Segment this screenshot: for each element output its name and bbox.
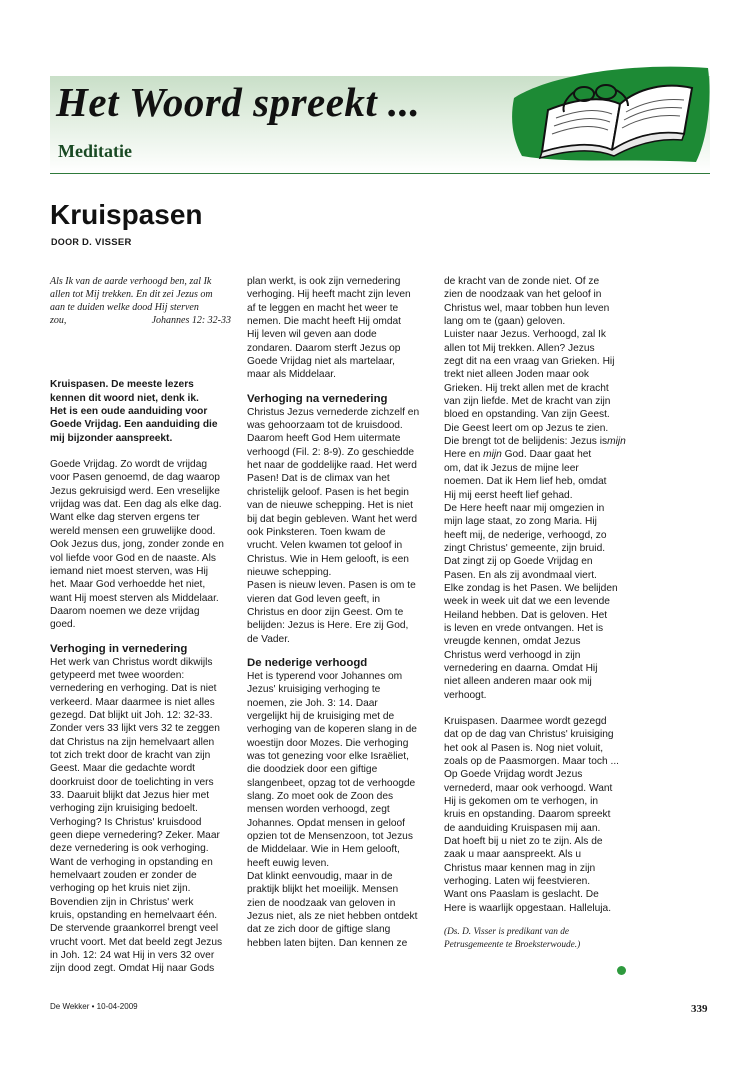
text-line: hebben laten bijten. Dan kennen ze — [247, 937, 408, 949]
text-line: zegt dit na een vraag van Grieken. Hij — [444, 356, 615, 368]
text-line: trekt niet alleen Joden maar ook — [444, 369, 589, 381]
text-line: vrijdag was dat. Een dag als elke dag. — [50, 499, 222, 511]
text-line: woestijn door Mozes. Die verhoging — [247, 737, 409, 749]
text-line: het naar de goddelijke raad. Het werd — [247, 460, 417, 472]
quote-line: zou, — [50, 315, 67, 327]
text-line: deze vernedering is ook verhoging. — [50, 843, 209, 855]
text-line: tot zich trekt door de kracht van zijn — [50, 749, 211, 761]
text-line: de aanduiding Kruispasen mij aan. — [444, 822, 601, 834]
text-line: Goede Vrijdag niet als martelaar, — [247, 356, 395, 368]
text-line: heeft mij, de nederige, verhoogd, zo — [444, 529, 607, 541]
text-line: noemen. Dat ik Hem lief heb, omdat — [444, 476, 607, 488]
text-line: week in week uit dat we een levende — [444, 596, 610, 608]
text-line: dat Christus na zijn hemelvaart allen — [50, 736, 215, 748]
text-line: plan werkt, is ook zijn vernedering — [247, 276, 401, 287]
text-line: Want elke dag sterven ergens ter — [50, 512, 200, 524]
text-line: Jezus' kruisiging verhoging te — [247, 684, 381, 696]
text-line: verhoging op het kruis niet zijn. — [50, 883, 191, 895]
text-line: De Here heeft naar mij omgezien in — [444, 502, 605, 514]
text-line: Pasen! Dat is de climax van het — [247, 473, 390, 485]
text-line: zaak u maar aanspreekt. Als u — [444, 849, 582, 861]
emphasis: mijn — [483, 449, 502, 461]
text-line: verkeerd. Maar daarmee is niet alles — [50, 696, 215, 708]
text-line: Ook Jezus dus, jong, zonder zonde en — [50, 539, 224, 551]
paragraph — [247, 275, 428, 382]
text-line: is leven en vrede ontvangen. Het is — [444, 622, 604, 634]
text-line: praktijk blijkt het moeilijk. Mensen — [247, 884, 399, 896]
text-line: kruis, opstanding en hemelvaart één. — [50, 910, 218, 922]
text-line: dat ze zich door de giftige slang — [247, 924, 391, 936]
text-line: goed. — [50, 619, 76, 631]
author-note — [444, 926, 628, 952]
text-line: Goede Vrijdag. Zo wordt de vrijdag — [50, 459, 208, 471]
text-line: 33. Daaruit blijkt dat Jezus hier met — [50, 790, 210, 801]
text-line: noemen, zie Joh. 3: 14. Daar — [247, 697, 378, 709]
text-line: heeft euwig leven. — [247, 857, 330, 869]
text-line: Pasen is nieuw leven. Pasen is om te — [247, 580, 416, 592]
footer-publication: De Wekker • 10-04-2009 — [50, 1002, 138, 1011]
lead-line: kennen dit woord niet, denk ik. — [50, 392, 199, 404]
text-run: Here en — [444, 449, 484, 461]
text-line: Luister naar Jezus. Verhoogd, zal Ik — [444, 329, 606, 341]
text-line: die doodziek door een giftige — [247, 764, 378, 776]
text-line: vieren dat God leven geeft, in — [247, 593, 381, 605]
text-line: Christus maar kennen mag in zijn — [444, 862, 596, 874]
text-line: zijn dood zegt. Omdat Hij naar Gods — [50, 963, 215, 975]
text-line: slangenbeet, opzag tot de verhoogde — [247, 777, 416, 789]
text-line: vernedering en verhoging. Dat is niet — [50, 683, 217, 695]
open-book-icon — [508, 58, 714, 170]
text-line: was tot genezing voor elke Israëliet, — [247, 751, 409, 762]
text-line: Die Geest leert om op Jezus te zien. — [444, 422, 609, 434]
text-line: vrucht. Velen kwamen tot geloof in — [247, 540, 403, 552]
text-line: want Hij moest sterven als Middelaar. — [50, 592, 219, 604]
column-2 — [247, 275, 428, 950]
text-line: mensen worden verhoogd, zegt — [247, 804, 390, 816]
paragraph — [444, 275, 628, 702]
text-line: Op Goede Vrijdag wordt Jezus — [444, 769, 583, 781]
text-line: vergelijkt hij de kruisiging met de — [247, 710, 395, 722]
text-line: in Joh. 12: 24 wat Hij in vers 32 over — [50, 950, 215, 962]
text-line: om, dat ik Jezus de mijne leer — [444, 462, 579, 474]
lead-line: Het is een oude aanduiding voor — [50, 406, 208, 418]
text-line: Elke zondag is het Pasen. We belijden — [444, 582, 618, 594]
quote-reference: Johannes 12: 32-33 — [151, 315, 231, 327]
text-line: zondaren. Daarom sterft Jezus op — [247, 342, 401, 354]
text-line: gezegd. Dat blijkt uit Joh. 12: 32-33. — [50, 709, 213, 721]
paragraph — [247, 406, 428, 646]
byline-prefix: DOOR — [51, 237, 80, 247]
text-line: verhoging van de koperen slang in de — [247, 724, 417, 736]
text-line: Christus werd verhoogd in zijn — [444, 649, 581, 661]
byline-author: D. VISSER — [82, 237, 132, 248]
subheading: Verhoging in vernedering — [50, 642, 188, 655]
column-1 — [50, 275, 231, 976]
quote-reference-line — [50, 314, 231, 327]
text-line: verhoging. Laten wij feestvieren. — [444, 876, 591, 888]
quote-line: allen tot Mij trekken. En dit zei Jezus om — [50, 289, 213, 301]
text-line: Christus en door zijn Geest. Om te — [247, 606, 404, 618]
text-line: Want ons Paaslam is geslacht. De — [444, 889, 599, 901]
text-line: Dat hoeft bij u niet zo te zijn. Als de — [444, 836, 603, 848]
paragraph-lines — [444, 276, 614, 447]
text-line: Grieken. Hij trekt allen met de kracht — [444, 382, 609, 394]
section-title: Het Woord spreekt ... — [56, 79, 421, 125]
text-line: zoals op de Paasmorgen. Maar toch ... — [444, 756, 619, 768]
text-line: dat op de dag van Christus' kruisiging — [444, 729, 614, 741]
text-line: Geest. Maar die gedachte wordt — [50, 763, 195, 775]
text-line: zien de noodzaak van geloven in — [247, 897, 396, 909]
text-run: God. Daar gaat het — [501, 449, 592, 461]
lead-line: Goede Vrijdag. Een aanduiding die — [50, 419, 218, 431]
lead-line: Kruispasen. De meeste lezers — [50, 379, 194, 391]
text-line: Jezus niet, als ze niet hebben ontdekt — [247, 911, 418, 923]
text-line: vernederd, maar ook verhoogd. Want — [444, 782, 613, 794]
text-line: Bovendien zijn in Christus' werk — [50, 896, 194, 908]
text-line: bloed en opstanding. Van zijn Geest. — [444, 409, 610, 421]
text-line: vernedering en daarna. Omdat Hij — [444, 662, 598, 674]
text-line: vol liefde voor God en de naaste. Als — [50, 552, 216, 564]
page-number: 339 — [691, 1003, 708, 1015]
text-line: iemand niet moest sterven, was Hij — [50, 565, 208, 577]
text-line: voor Pasen genoemd, de dag waarop — [50, 472, 220, 484]
text-line: van de nieuwe schepping. Het is niet — [247, 500, 413, 512]
text-line: vrucht voort. Met dat beeld zegt Jezus — [50, 936, 223, 948]
text-line: Heiland hebben. Dat is geloven. Het — [444, 609, 608, 621]
text-line: (Ds. D. Visser is predikant van de — [444, 927, 569, 938]
text-line: bij dat begin gebleven. Want het werd — [247, 513, 418, 525]
paragraph — [247, 670, 428, 950]
text-line: christelijk geloof. Pasen is het begin — [247, 486, 409, 498]
column-3 — [444, 275, 628, 952]
text-line: geen diepe vernedering? Zeker. Maar — [50, 830, 220, 842]
text-line: van zijn liefde. Met de kracht van zijn — [444, 396, 611, 408]
text-line: niet alleen anderen maar ook mij — [444, 676, 592, 688]
text-line: nemen. Die macht heeft Hij omdat — [247, 316, 402, 328]
text-line: Christus wel, maar tobben hun leven — [444, 302, 610, 314]
scripture-quote — [50, 275, 231, 327]
text-line: zien de noodzaak van het geloof in — [444, 289, 602, 301]
text-line: Pasen. En als zij avondmaal viert. — [444, 569, 597, 581]
byline — [51, 237, 132, 248]
text-line: hemelvaart zouden er zonder de — [50, 870, 197, 882]
text-line: doorkruist door de toelichting in vers — [50, 776, 214, 788]
lead-line: mij bijzonder aanspreekt. — [50, 432, 173, 444]
text-line: Christus Jezus vernederde zichzelf en — [247, 406, 420, 418]
text-line: kruis en opstanding. Daarom spreekt — [444, 809, 611, 821]
text-line: De stervende graankorrel brengt veel — [50, 923, 219, 935]
text-line: vreugde kennen, omdat Jezus — [444, 636, 581, 648]
text-line: Kruispasen. Daarmee wordt gezegd — [444, 716, 607, 727]
subheading: De nederige verhoogd — [247, 656, 368, 669]
text-line: Daarom noemen we deze vrijdag — [50, 605, 200, 617]
text-line: wereld mensen een gruwelijke dood. — [50, 525, 216, 537]
paragraph — [50, 458, 231, 631]
article-title: Kruispasen — [50, 199, 203, 230]
quote-line: Als Ik van de aarde verhoogd ben, zal Ik — [50, 276, 212, 287]
text-line: Die brengt tot de belijdenis: Jezus is — [444, 436, 608, 448]
lead-paragraph — [50, 378, 231, 445]
section-subtitle: Meditatie — [58, 141, 132, 161]
text-line: Want de verhoging in opstanding en — [50, 856, 213, 868]
text-line: Here is waarlijk opgestaan. Halleluja. — [444, 902, 612, 914]
text-line: verhoogt. — [444, 689, 487, 701]
text-line: Daarom heeft God Hem uitermate — [247, 433, 401, 445]
text-line: mijn lage staat, zo zong Maria. Hij — [444, 516, 597, 528]
text-line: lang om te (gaan) geloven. — [444, 316, 566, 328]
text-line: slang. Zo moet ook de Zoon des — [247, 791, 394, 803]
text-line: Het is typerend voor Johannes om — [247, 670, 403, 682]
text-line: Zonder vers 33 lijkt vers 32 te zeggen — [50, 723, 220, 735]
text-line: Hij is gekomen om te verhogen, in — [444, 796, 599, 808]
text-line: af te leggen en macht het weer te — [247, 302, 399, 314]
text-line: Hij leven wil geven aan dode — [247, 329, 377, 341]
text-line: belijden: Jezus is Here. Ere zij God, — [247, 620, 409, 632]
text-line: het ook al Pasen is. Nog niet voluit, — [444, 742, 604, 754]
text-line: het. Maar God verhoedde het niet, — [50, 579, 206, 591]
text-line: maar als Middelaar. — [247, 369, 336, 381]
text-line: Dat klinkt eenvoudig, maar in de — [247, 871, 393, 883]
text-line: allen tot Mij trekken. Allen? Jezus — [444, 342, 595, 354]
text-line: nieuwe schepping. — [247, 566, 332, 578]
text-line: verhoging. Hij heeft macht zijn leven — [247, 289, 411, 301]
text-line: Christus. Wie in Hem gelooft, is een — [247, 553, 409, 565]
text-line: Dat zingt zij op Goede Vrijdag en — [444, 556, 593, 568]
text-line: de Middelaar. Wie in Hem gelooft, — [247, 844, 400, 856]
text-line: de Vader. — [247, 633, 290, 645]
text-line: verhoogd (Fil. 2: 8-9). Zo geschiedde — [247, 446, 415, 458]
paragraph — [50, 656, 231, 976]
text-line: ook Pinksteren. Toen kwam de — [247, 526, 386, 538]
text-line: opzien tot de Mensenzoon, tot Jezus — [247, 831, 413, 843]
text-line: Verhoging? Is Christus' kruisdood — [50, 816, 202, 828]
text-line: getypeerd met twee woorden: — [50, 669, 185, 681]
text-line: Petrusgemeente te Broeksterwoude.) — [444, 940, 581, 951]
text-line: verhoging zijn kruisiging bedoelt. — [50, 803, 198, 815]
text-line: Jezus gekruisigd werd. Een vreselijke — [50, 485, 220, 497]
text-line: Johannes. Opdat mensen in geloof — [247, 817, 406, 829]
subheading: Verhoging na vernedering — [247, 392, 388, 405]
text-line: Hij mij eerst heeft lief gehad. — [444, 489, 573, 501]
emphasis: mijn — [607, 436, 626, 448]
quote-line: aan te duiden welke dood Hij sterven — [50, 302, 199, 314]
text-line: zingt Christus' gemeente, zijn bruid. — [444, 542, 606, 554]
paragraph-lines — [444, 463, 618, 701]
text-line: was gehoorzaam tot de kruisdood. — [247, 420, 403, 432]
paragraph — [444, 715, 628, 915]
text-line: Het werk van Christus wordt dikwijls — [50, 656, 213, 668]
text-line: de kracht van de zonde niet. Of ze — [444, 276, 600, 287]
end-mark-dot — [617, 966, 626, 975]
